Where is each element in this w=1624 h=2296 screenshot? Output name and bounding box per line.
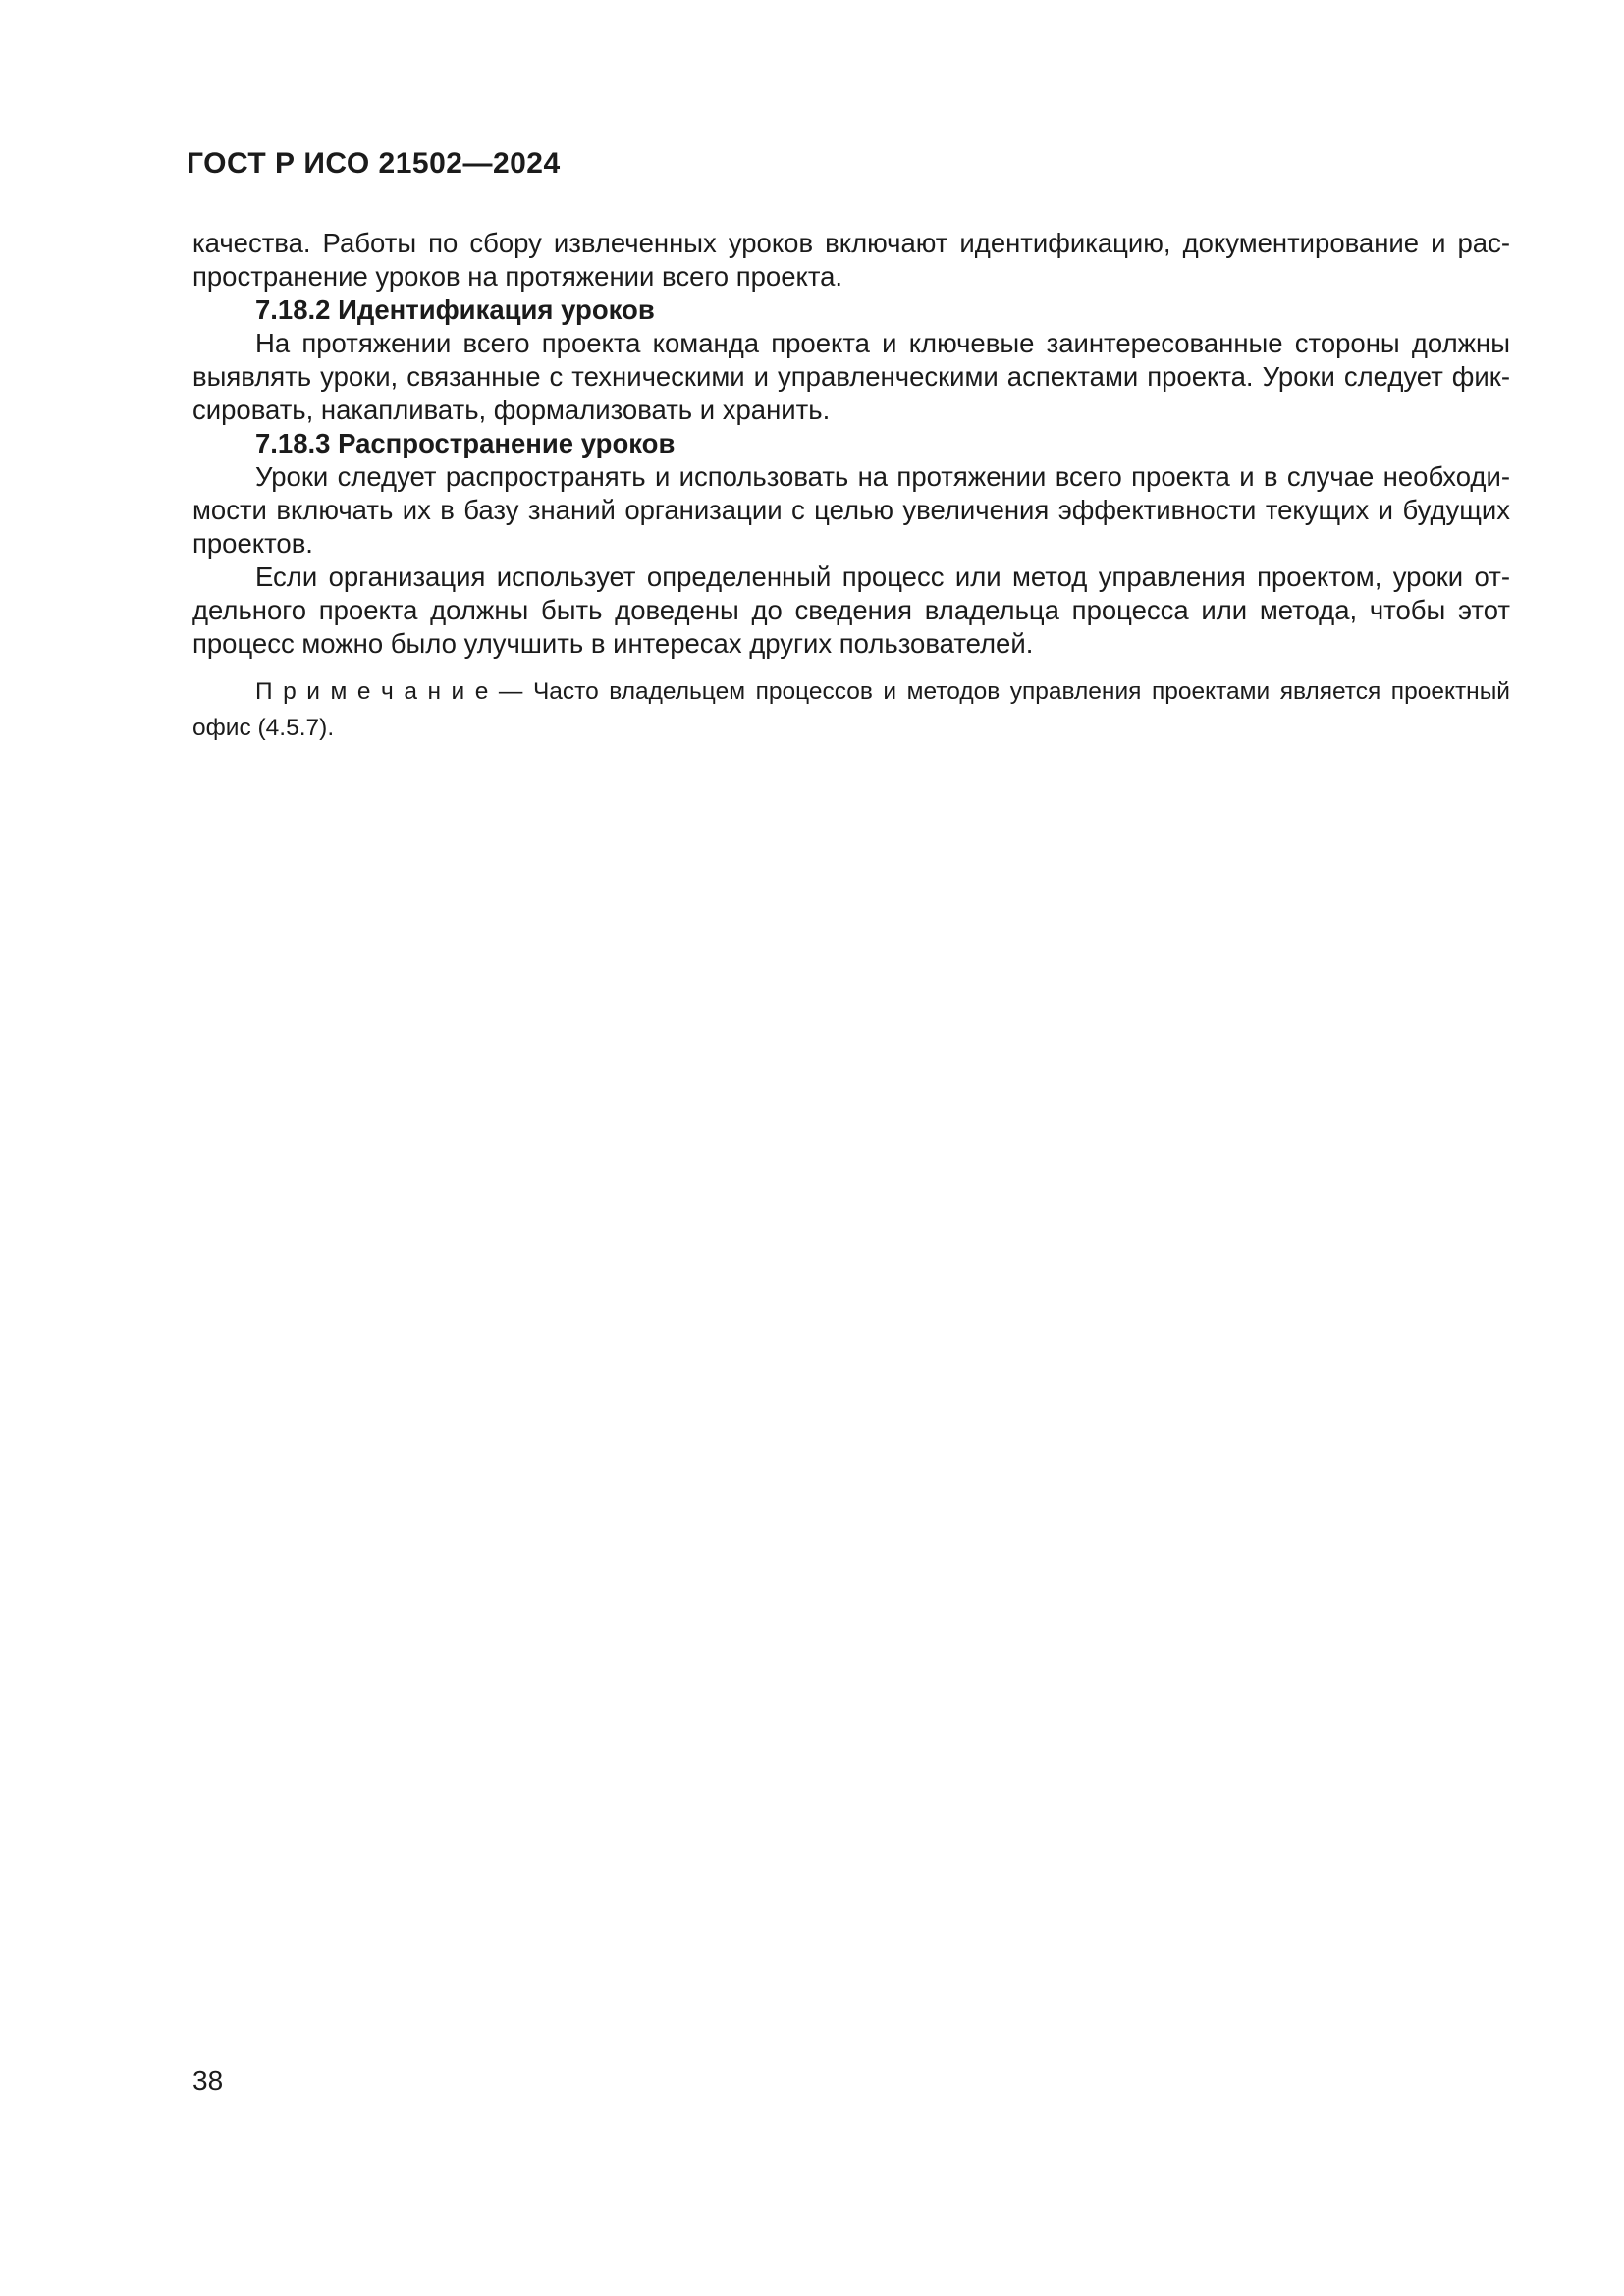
- document-body: [192, 227, 1510, 746]
- note-paragraph: [192, 673, 1510, 746]
- section-heading: 7.18.2 Идентификация уроков: [255, 294, 655, 325]
- body-paragraph: [192, 227, 1510, 294]
- body-paragraph: [192, 561, 1510, 661]
- page-number: 38: [192, 2065, 224, 2096]
- text-line: Если организация использует определенный процесс или метод управления проектом, уроки от-: [255, 561, 1510, 592]
- text-line: сировать, накапливать, формализовать и хранить.: [192, 395, 831, 425]
- text-line: качества. Работы по сбору извлеченных уроков включают идентификацию, документирование и рас-: [192, 228, 1510, 258]
- text-line: офис (4.5.7).: [192, 715, 335, 741]
- text-line: На протяжении всего проекта команда проекта и ключевые заинтересованные стороны должны: [255, 328, 1510, 358]
- text-line: проектов.: [192, 528, 313, 559]
- text-line: дельного проекта должны быть доведены до сведения владельца процесса или метода, чтобы этот: [192, 595, 1510, 625]
- text-line: П р и м е ч а н и е — Часто владельцем процессов и методов управления проектами является проектный: [255, 678, 1510, 705]
- body-paragraph: [192, 460, 1510, 561]
- text-line: Уроки следует распространять и использовать на протяжении всего проекта и в случае необходи-: [255, 461, 1510, 492]
- body-paragraph: [192, 327, 1510, 427]
- section-heading: 7.18.3 Распространение уроков: [255, 428, 676, 458]
- text-line: пространение уроков на протяжении всего проекта.: [192, 261, 843, 292]
- text-line: выявлять уроки, связанные с техническими и управленческими аспектами проекта. Уроки следует фик-: [192, 361, 1510, 392]
- running-header: ГОСТ Р ИСО 21502—2024: [187, 147, 561, 180]
- text-line: мости включать их в базу знаний организации с целью увеличения эффективности текущих и будущих: [192, 495, 1510, 525]
- text-line: процесс можно было улучшить в интересах других пользователей.: [192, 628, 1034, 659]
